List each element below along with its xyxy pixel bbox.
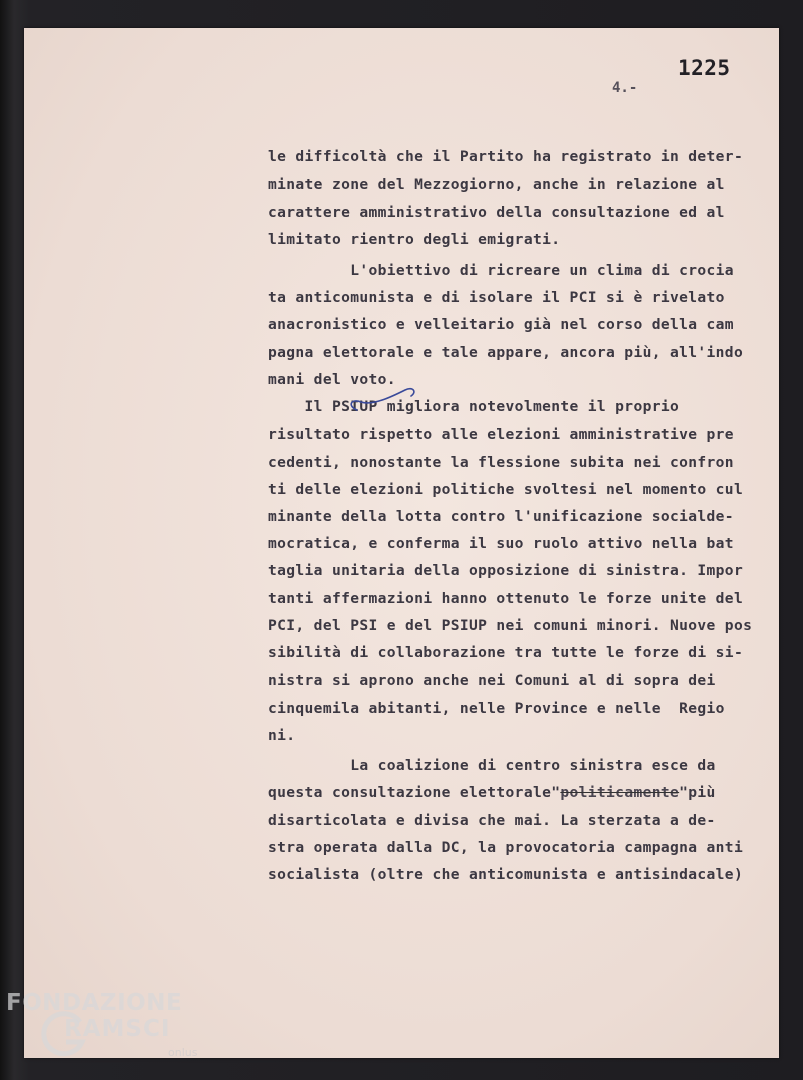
text-line <box>268 316 734 333</box>
text-line <box>268 700 725 717</box>
text-line-segment: sibilità di collaborazione tra tutte le forze di si- <box>268 644 744 661</box>
text-line <box>268 535 734 552</box>
text-line <box>268 262 734 279</box>
text-line-segment: "più <box>679 784 716 801</box>
text-line <box>268 866 743 883</box>
text-line <box>268 784 716 801</box>
text-line-segment: mani del voto. <box>268 371 396 388</box>
text-line-segment: ti delle elezioni politiche svoltesi nel momento cul <box>268 481 744 498</box>
text-line-segment: questa consultazione elettorale" <box>268 784 561 801</box>
text-line <box>268 176 725 193</box>
watermark-line3: onlus <box>168 1046 198 1059</box>
text-line-segment: minate zone del Mezzogiorno, anche in relazione al <box>268 176 725 193</box>
text-line <box>268 481 743 498</box>
text-line-segment: La coalizione di centro sinistra esce da <box>268 757 716 774</box>
text-line <box>268 398 679 415</box>
text-line-segment: ta anticomunista e di isolare il PCI si è rivelato <box>268 289 725 306</box>
text-line <box>268 289 725 306</box>
handwritten-insert-mark <box>343 382 423 418</box>
text-line <box>268 148 743 165</box>
text-line-segment: socialista (oltre che anticomunista e antisindacale) <box>268 866 744 883</box>
text-line-segment: stra operata dalla DC, la provocatoria campagna anti <box>268 839 744 856</box>
section-number: 4.- <box>612 80 638 96</box>
text-line-segment: taglia unitaria della opposizione di sinistra. Impor <box>268 562 744 579</box>
text-line-segment: mocratica, e conferma il suo ruolo attivo nella bat <box>268 535 734 552</box>
struck-out-word: politicamente <box>560 784 680 801</box>
text-line <box>268 757 716 774</box>
text-line <box>268 231 560 248</box>
text-line-segment: pagna elettorale e tale appare, ancora più, all'indo <box>268 344 744 361</box>
text-line <box>268 812 716 829</box>
page-number: 1225 <box>678 56 731 80</box>
watermark-line1: FONDAZIONE <box>6 990 183 1016</box>
text-line <box>268 454 734 471</box>
text-line-segment: anacronistico e velleitario già nel corso della cam <box>268 316 734 333</box>
text-line-segment: PCI, del PSI e del PSIUP nei comuni minori. Nuove pos <box>268 617 753 634</box>
text-line-segment: cedenti, nonostante la flessione subita nei confron <box>268 454 734 471</box>
text-line-segment: carattere amministrativo della consultazione ed al <box>268 204 725 221</box>
text-line <box>268 839 743 856</box>
text-line-segment: limitato rientro degli emigrati. <box>268 231 561 248</box>
fondazione-gramsci-watermark <box>6 990 206 1070</box>
text-line <box>268 617 752 634</box>
text-line-segment: tanti affermazioni hanno ottenuto le forze unite del <box>268 590 744 607</box>
text-line-segment: risultato rispetto alle elezioni amministrative pre <box>268 426 734 443</box>
text-line <box>268 672 716 689</box>
text-line-segment: nistra si aprono anche nei Comuni al di sopra dei <box>268 672 716 689</box>
text-line-segment: L'obiettivo di ricreare un clima di crocia <box>268 262 734 279</box>
text-line <box>268 562 743 579</box>
text-line <box>268 727 295 744</box>
text-line-segment: le difficoltà che il Partito ha registrato in deter- <box>268 148 744 165</box>
text-line-segment: minante della lotta contro l'unificazione socialde- <box>268 508 734 525</box>
text-line <box>268 508 734 525</box>
text-line <box>268 644 743 661</box>
watermark-line2: RAMSCI <box>64 1016 171 1042</box>
text-line-segment: Il PSIUP migliora notevolmente il proprio <box>268 398 680 415</box>
text-line-segment: disarticolata e divisa che mai. La sterzata a de- <box>268 812 716 829</box>
text-line-segment: cinquemila abitanti, nelle Province e nelle Regio <box>268 700 725 717</box>
text-line <box>268 204 725 221</box>
text-line <box>268 590 743 607</box>
text-line-segment: ni. <box>268 727 296 744</box>
text-line <box>268 344 743 361</box>
text-line <box>268 426 734 443</box>
